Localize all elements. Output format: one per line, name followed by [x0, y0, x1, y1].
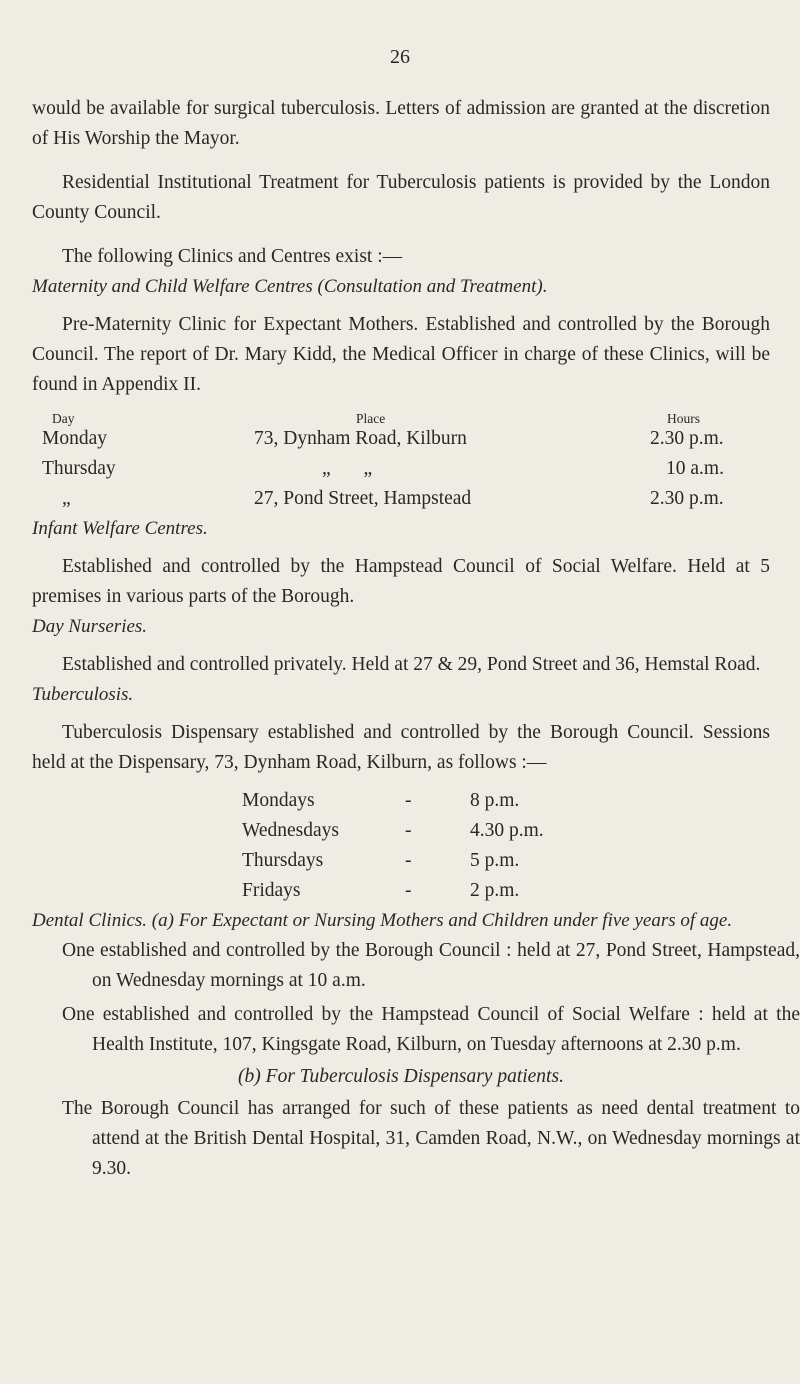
cell-hours: 10 a.m. — [666, 458, 724, 479]
session-time: 5 p.m. — [470, 850, 520, 871]
session-dash: - — [405, 820, 412, 841]
table-header-row — [32, 400, 770, 424]
page-number: 26 — [390, 46, 410, 68]
maternity-schedule-table — [32, 400, 770, 514]
session-dash: - — [405, 790, 412, 811]
cell-place: „ „ — [322, 458, 373, 479]
paragraph-tuberculosis: Tuberculosis Dispensary established and controlled by the Borough Council. Sessions held at the Dispensary, 73, Dynham Road, Kilburn, as follows :— — [32, 722, 770, 773]
session-dash: - — [405, 850, 412, 871]
cell-place: 73, Dynham Road, Kilburn — [254, 428, 467, 449]
session-dash: - — [405, 880, 412, 901]
cell-hours: 2.30 p.m. — [650, 428, 724, 449]
heading-tuberculosis: Tuberculosis. — [32, 684, 134, 705]
cell-place: 27, Pond Street, Hampstead — [254, 488, 472, 509]
session-time: 4.30 p.m. — [470, 820, 544, 841]
session-time: 8 p.m. — [470, 790, 520, 811]
page-body — [32, 94, 800, 1184]
cell-day: Thursday — [42, 458, 116, 479]
paragraph-admission: would be available for surgical tuberculosis. Letters of admission are granted at the discretion of His Worship the Mayor. — [32, 98, 770, 149]
session-day: Mondays — [242, 790, 315, 811]
tuberculosis-sessions-table — [32, 786, 770, 906]
cell-day: „ — [62, 488, 71, 509]
paragraph-residential-treatment: Residential Institutional Treatment for Tuberculosis patients is provided by the London County Council. — [32, 172, 770, 223]
session-day: Wednesdays — [242, 820, 339, 841]
heading-maternity-centres: Maternity and Child Welfare Centres (Consultation and Treatment). — [32, 276, 548, 297]
paragraph-clinics-intro: The following Clinics and Centres exist :— — [62, 246, 403, 267]
subheading-tuberculosis-dental: (b) For Tuberculosis Dispensary patients. — [238, 1066, 564, 1087]
session-day: Fridays — [242, 880, 301, 901]
table-row — [32, 846, 770, 876]
table-row — [32, 786, 770, 816]
table-row — [32, 876, 770, 906]
table-row — [32, 484, 770, 514]
paragraph-dental-social-welfare: One established and controlled by the Hampstead Council of Social Welfare : held at the Health Institute, 107, Kingsgate Road, Kilburn, on Tuesday afternoons at 2.30 p.m. — [62, 1004, 800, 1055]
header-hours: Hours — [667, 411, 700, 426]
cell-day: Monday — [42, 428, 107, 449]
paragraph-dental-borough: One established and controlled by the Borough Council : held at 27, Pond Street, Hampstead, on Wednesday mornings at 10 a.m. — [62, 940, 800, 991]
paragraph-pre-maternity: Pre-Maternity Clinic for Expectant Mothers. Established and controlled by the Borough Council. The report of Dr. Mary Kidd, the Medical Officer in charge of these Clinics, will be found in Appendix II. — [32, 314, 770, 395]
heading-infant-welfare: Infant Welfare Centres. — [32, 518, 208, 539]
table-row — [32, 816, 770, 846]
paragraph-infant-welfare: Established and controlled by the Hampstead Council of Social Welfare. Held at 5 premises in various parts of the Borough. — [32, 556, 770, 607]
session-day: Thursdays — [242, 850, 324, 871]
header-place: Place — [356, 411, 386, 426]
paragraph-day-nurseries: Established and controlled privately. Held at 27 & 29, Pond Street and 36, Hemstal Road. — [62, 654, 761, 675]
table-row — [32, 454, 770, 484]
header-day: Day — [52, 411, 75, 426]
cell-hours: 2.30 p.m. — [650, 488, 724, 509]
session-time: 2 p.m. — [470, 880, 520, 901]
paragraph-dental-hospital: The Borough Council has arranged for such of these patients as need dental treatment to attend at the British Dental Hospital, 31, Camden Road, N.W., on Wednesday mornings at 9.30. — [62, 1098, 800, 1179]
heading-dental-clinics: Dental Clinics. (a) For Expectant or Nursing Mothers and Children under five years of age. — [32, 910, 733, 931]
table-row — [32, 424, 770, 454]
heading-day-nurseries: Day Nurseries. — [32, 616, 148, 637]
